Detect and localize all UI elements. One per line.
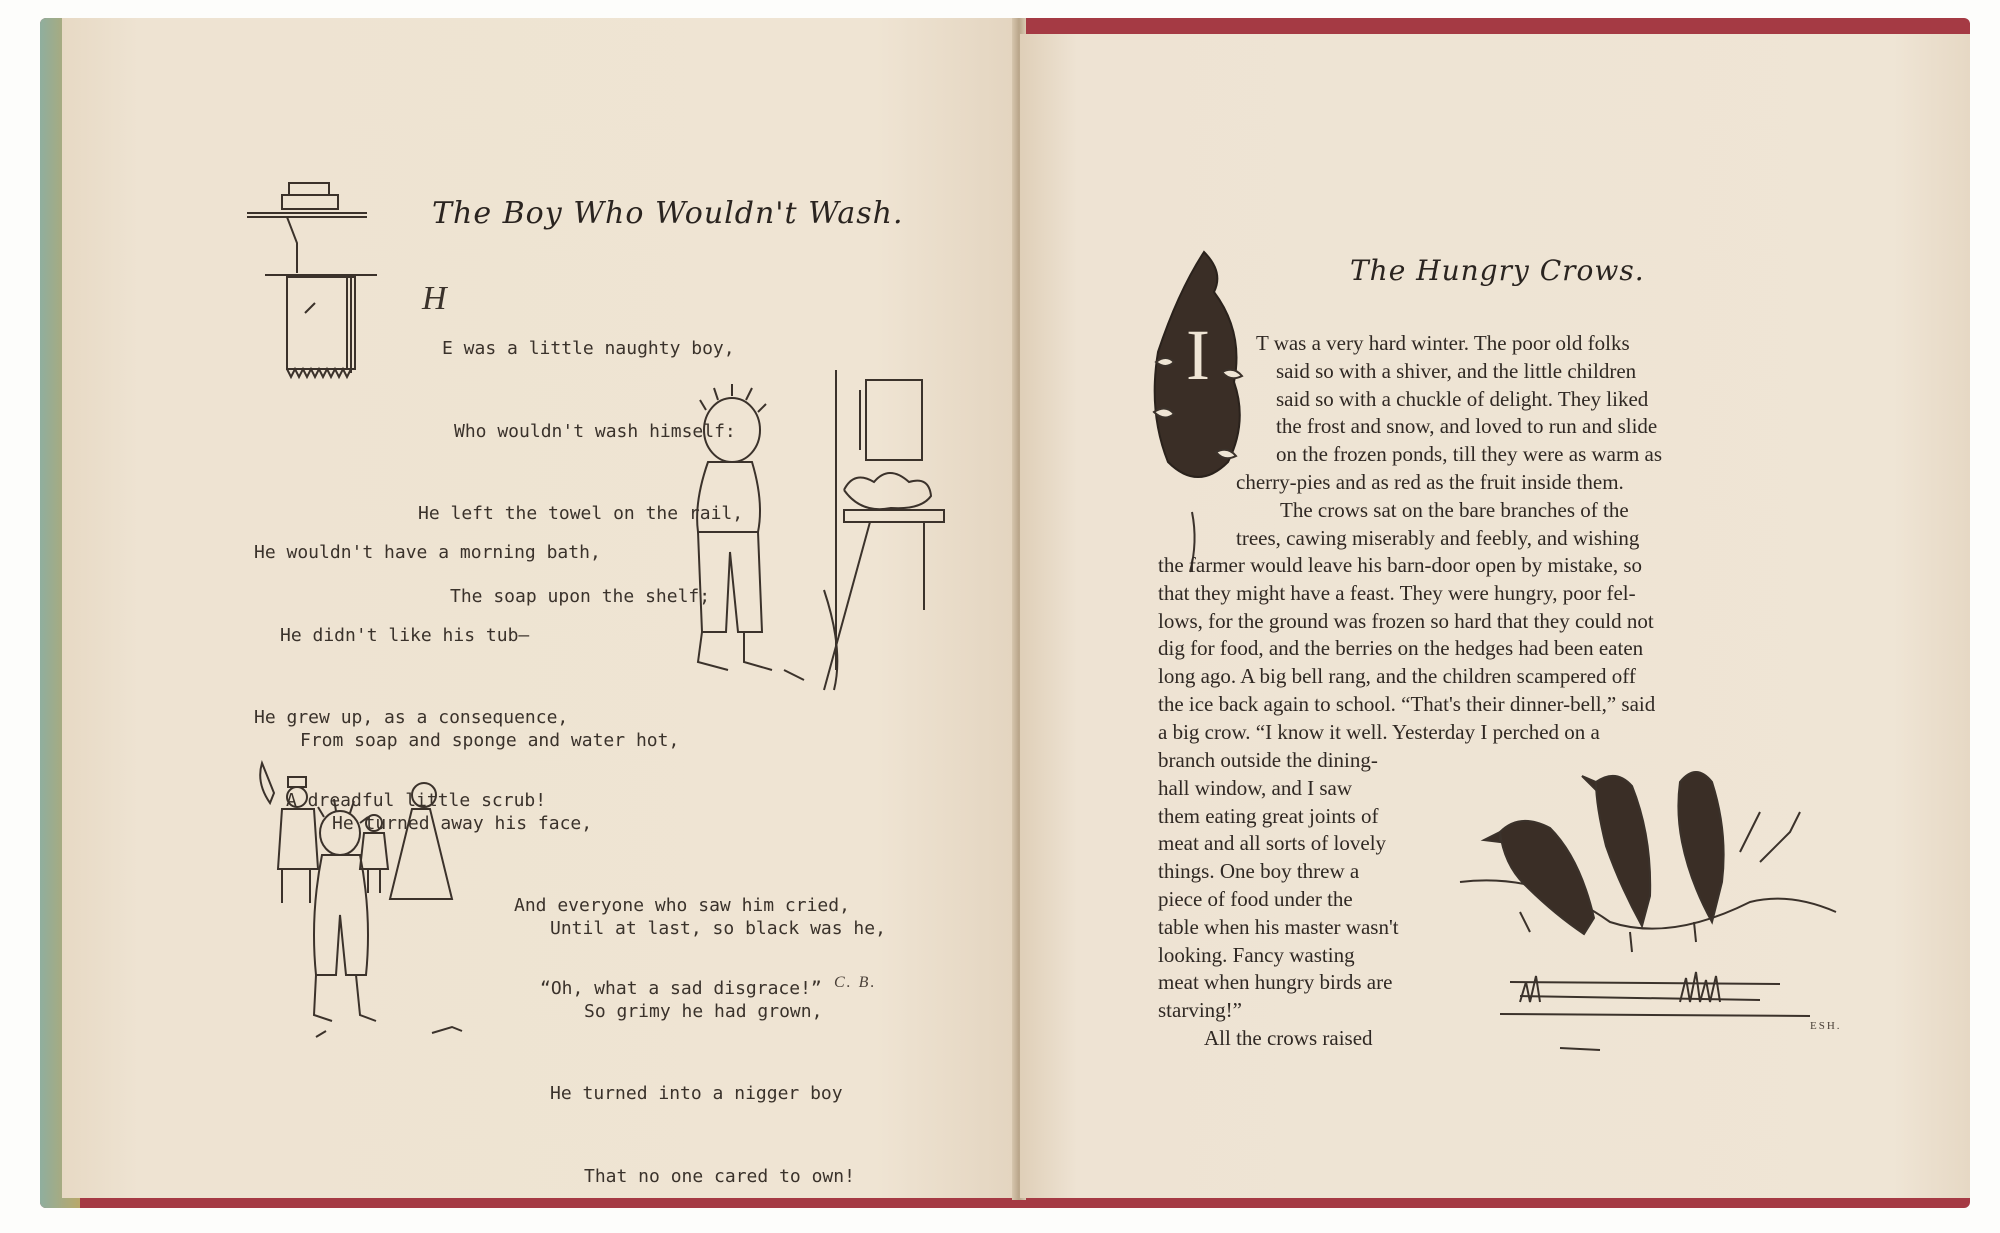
story-line: them eating great joints of: [1158, 803, 1379, 828]
story-line: trees, cawing miserably and feebly, and wishing: [1236, 525, 1640, 550]
story-line: things. One boy threw a: [1158, 859, 1360, 884]
stanza-line: He turned away his face,: [332, 812, 593, 834]
stanza-line: He grew up, as a consequence,: [254, 707, 569, 728]
story-line: branch outside the dining-: [1158, 748, 1378, 772]
right-page: [1020, 34, 1970, 1198]
story-line: the frost and snow, and loved to run and slide: [1276, 414, 1658, 439]
story-text: [1256, 330, 1824, 469]
stanza-line: Until at last, so black was he,: [550, 918, 886, 939]
stanza-line: The soap upon the shelf;: [450, 585, 711, 607]
stanza-line: He didn't like his tub—: [280, 624, 530, 646]
townspeople-illustration: [252, 763, 522, 1053]
story-line: dig for food, and the berries on the hedges had been eaten: [1158, 636, 1644, 661]
story-line: looking. Fancy wasting: [1158, 942, 1355, 967]
shelf-towel-illustration: [247, 183, 397, 403]
poem-title: The Boy Who Wouldn't Wash.: [432, 196, 904, 231]
story-line: starving!”: [1158, 998, 1242, 1023]
story-line: cherry-pies and as red as the fruit inside them.: [1236, 470, 1624, 494]
story-line: hall window, and I saw: [1158, 775, 1353, 800]
story-line: table when his master wasn't: [1158, 914, 1399, 939]
story-text-wide: [1158, 552, 1824, 747]
story-title: The Hungry Crows.: [1350, 254, 1645, 287]
story-line: T was a very hard winter. The poor old folks: [1256, 331, 1630, 355]
story-line: that they might have a feast. They were hungry, poor fel-: [1158, 580, 1636, 605]
stanza-line: Who wouldn't wash himself:: [454, 420, 736, 442]
stanza-line: That no one cared to own!: [584, 1165, 855, 1187]
story-line: the ice back again to school. “That's their dinner-bell,” said: [1158, 691, 1656, 716]
story-line: on the frozen ponds, till they were as warm as: [1276, 442, 1663, 467]
story-drop-cap: I: [1186, 315, 1210, 395]
left-page: [62, 18, 1020, 1198]
story-line: The crows sat on the bare branches of the: [1280, 497, 1629, 522]
stanza-line: From soap and sponge and water hot,: [300, 730, 680, 751]
story-line: long ago. A big bell rang, and the children scampered off: [1158, 664, 1636, 689]
story-line: said so with a chuckle of delight. They liked: [1276, 386, 1649, 411]
poem-drop-cap: H: [422, 280, 447, 317]
stanza-line: E was a little naughty boy,: [442, 338, 735, 359]
poem-signature: C. B.: [834, 974, 877, 991]
story-line: piece of food under the: [1158, 886, 1353, 911]
artist-mark: ESH.: [1810, 1020, 1842, 1032]
stanza-line: He wouldn't have a morning bath,: [254, 542, 601, 563]
crows-illustration: [1460, 752, 1840, 1072]
story-text-cont: [1236, 469, 1824, 552]
story-text-column: [1158, 747, 1446, 1053]
stanza-line: And everyone who saw him cried,: [514, 895, 850, 916]
stanza-line: He turned into a nigger boy: [550, 1083, 843, 1104]
stanza-4: [550, 860, 886, 1198]
stanza-line: “Oh, what a sad disgrace!”: [540, 977, 822, 999]
story-line: said so with a shiver, and the little children: [1276, 358, 1637, 383]
story-line: meat when hungry birds are: [1158, 970, 1393, 995]
stanza-line: A dreadful little scrub!: [286, 789, 547, 811]
story-line: meat and all sorts of lovely: [1158, 831, 1387, 856]
story-line: lows, for the ground was frozen so hard that they could not: [1158, 608, 1654, 633]
stanza-line: So grimy he had grown,: [584, 1000, 823, 1022]
story-line: All the crows raised: [1204, 1025, 1373, 1050]
boy-illustration: [674, 370, 954, 710]
story-line: the farmer would leave his barn-door open by mistake, so: [1158, 553, 1643, 577]
stanza-line: He left the towel on the rail,: [418, 503, 744, 524]
story-line: a big crow. “I know it well. Yesterday I perched on a: [1158, 719, 1600, 744]
